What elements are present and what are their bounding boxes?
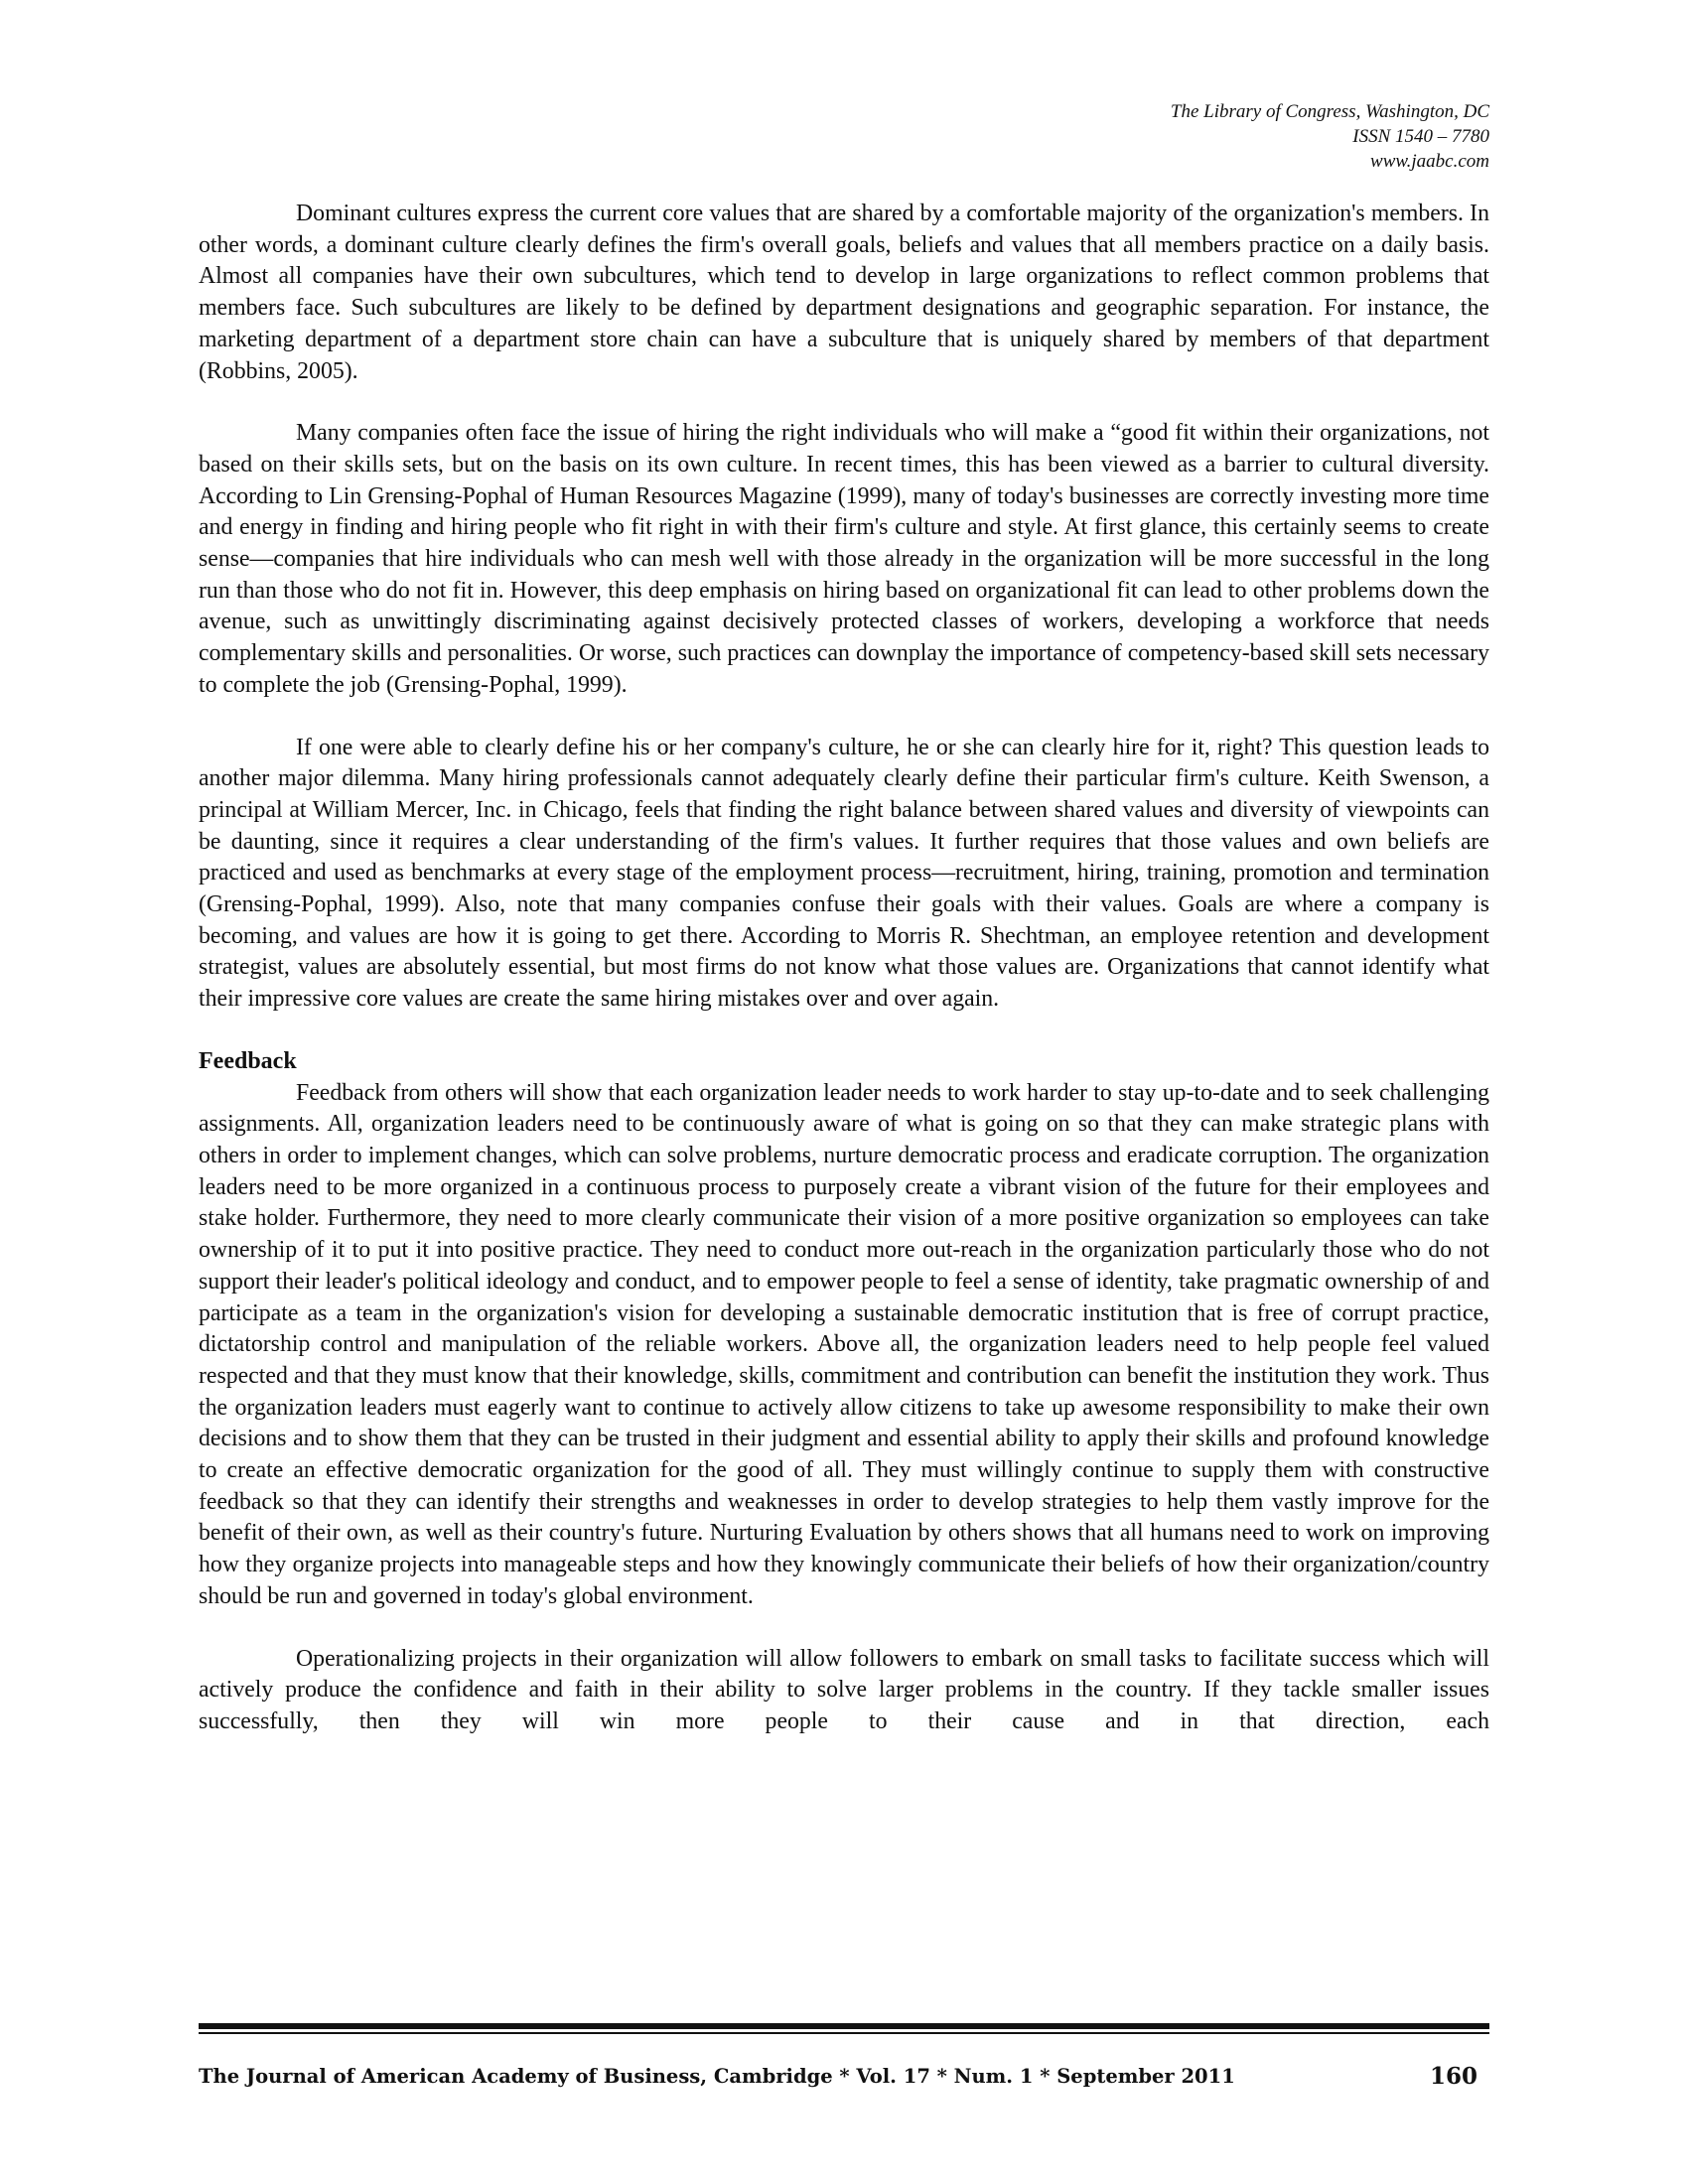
running-header	[1171, 99, 1489, 174]
paragraph-operationalizing: Operationalizing projects in their organization will allow followers to embark on small tasks to facilitate success which will actively produce the confidence and faith in their ability to solve larger problems in the country. If they tackle smaller issues successfully, then they will win more people to their cause and in that direction, each	[199, 1645, 1489, 1734]
footer-rule-thin	[199, 2032, 1489, 2034]
header-publisher: The Library of Congress, Washington, DC	[1170, 101, 1489, 122]
paragraph-feedback: Feedback from others will show that each organization leader needs to work harder to stay up-to-date and to seek challenging assignments. All, organization leaders need to be continuously aware of what is going on so that they can make strategic plans with others in order to implement changes, which can solve problems, nurture democratic process and eradicate corruption. The organization leaders need to be more organized in a continuous process to purposely create a vibrant vision of the future for their employees and stake holder. Furthermore, they need to more clearly communicate their vision of a more positive organization so employees can take ownership of it to put it into positive practice. They need to conduct more out-reach in the organization particularly those who do not support their leader's political ideology and conduct, and to empower people to feel a sense of identity, take pragmatic ownership of and participate as a team in the organization's vision for developing a sustainable democratic institution that is free of corrupt practice, dictatorship control and manipulation of the reliable workers. Above all, the organization leaders need to help people feel valued respected and that they must know that their knowledge, skills, commitment and contribution can benefit the institution they work. Thus the organization leaders must eagerly want to continue to actively allow citizens to take up awesome responsibility to make their own decisions and to show them that they can be trusted in their judgment and essential ability to apply their skills and profound knowledge to create an effective democratic organization for the good of all. They must willingly continue to supply them with constructive feedback so that they can identify their strengths and weaknesses in order to develop strategies to help them vastly improve for the benefit of their own, as well as their country's future. Nurturing Evaluation by others shows that all humans need to work on improving how they organize projects into manageable steps and how they knowingly communicate their beliefs of how their organization/country should be run and governed in today's global environment.	[199, 1079, 1489, 1609]
paragraph-define-culture: If one were able to clearly define his or her company's culture, he or she can clearly hire for it, right? This question leads to another major dilemma. Many hiring professionals cannot adequately clearly define their particular firm's culture. Keith Swenson, a principal at William Mercer, Inc. in Chicago, feels that finding the right balance between shared values and diversity of viewpoints can be daunting, since it requires a clear understanding of the firm's values. It further requires that those values and own beliefs are practiced and used as benchmarks at every stage of the employment process—recruitment, hiring, training, promotion and termination (Grensing-Pophal, 1999). Also, note that many companies confuse their goals with their values. Goals are where a company is becoming, and values are how it is going to get there. According to Morris R. Shechtman, an employee retention and development strategist, values are absolutely essential, but most firms do not know what those values are. Organizations that cannot identify what their impressive core values are create the same hiring mistakes over and over again.	[199, 734, 1489, 1013]
paragraph-hiring-fit: Many companies often face the issue of hiring the right individuals who will make a “good fit within their organizations, not based on their skills sets, but on the basis on its own culture. In recent times, this has been viewed as a barrier to cultural diversity. According to Lin Grensing-Pophal of Human Resources Magazine (1999), many of today's businesses are correctly investing more time and energy in finding and hiring people who fit right in with their firm's culture and style. At first glance, this certainly seems to create sense—companies that hire individuals who can mesh well with those already in the organization will be more successful in the long run than those who do not fit in. However, this deep emphasis on hiring based on organizational fit can lead to other problems down the avenue, such as unwittingly discriminating against decisively protected classes of workers, developing a workforce that needs complementary skills and personalities. Or worse, such practices can downplay the importance of competency-based skill sets necessary to complete the job (Grensing-Pophal, 1999).	[199, 420, 1489, 698]
article-body	[199, 199, 1489, 1769]
section-heading-feedback: Feedback	[199, 1047, 297, 1074]
footer-rule-thick	[199, 2023, 1489, 2029]
paragraph-dominant-cultures: Dominant cultures express the current core values that are shared by a comfortable majority of the organization's members. In other words, a dominant culture clearly defines the firm's overall goals, beliefs and values that all members practice on a daily basis. Almost all companies have their own subcultures, which tend to develop in large organizations to reflect common problems that members face. Such subcultures are likely to be defined by department designations and geographic separation. For instance, the marketing department of a department store chain can have a subculture that is uniquely shared by members of that department (Robbins, 2005).	[199, 201, 1489, 384]
page-number: 160	[1430, 2063, 1478, 2090]
header-website: www.jaabc.com	[1370, 151, 1489, 172]
footer-journal-citation: The Journal of American Academy of Business, Cambridge * Vol. 17 * Num. 1 * September 2011	[199, 2065, 1235, 2088]
header-issn: ISSN 1540 – 7780	[1352, 126, 1489, 147]
